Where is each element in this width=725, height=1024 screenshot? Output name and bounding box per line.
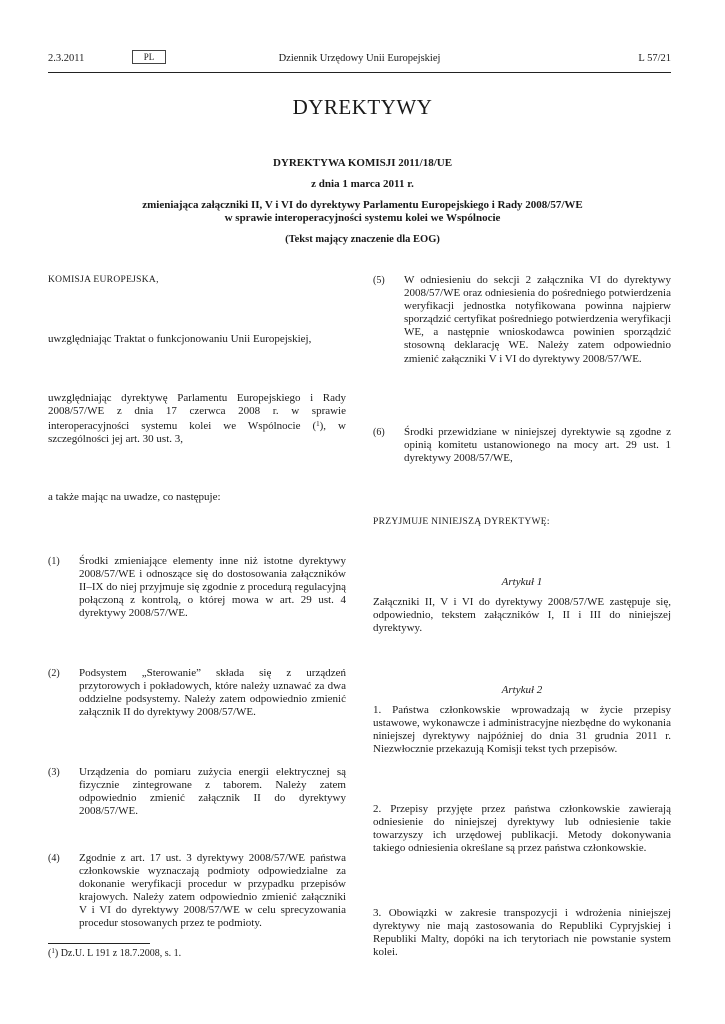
footnote: ($^1$) Dz.U. L 191 z 18.7.2008, s. 1. [48,947,182,959]
citation-treaty: uwzględniając Traktat o funkcjonowaniu Unii Europejskiej, [48,333,312,345]
recital-number: (3) [48,767,60,778]
recital-number: (4) [48,853,60,864]
recital-number: (2) [48,668,60,679]
language-badge: PL [132,50,166,64]
recital-3 [48,766,346,818]
recital-text: Zgodnie z art. 17 ust. 3 dyrektywy 2008/57/WE państwa członkowskie wyznaczają podmioty odpowiedzialne za dokonanie weryfikacji procedur w przypadku przepisów krajowych. Należy zatem odpowiednio zmienić załączniki V i VI do dyrektywy 2008/57/WE w celu sprecyzowania procedur stosowanych przez te podmioty. [79,852,346,930]
recital-number: (6) [373,427,385,438]
article-1-title: Artykuł 1 [501,576,543,588]
journal-title: Dziennik Urzędowy Unii Europejskiej [278,53,441,64]
eea-relevance-note: (Tekst mający znaczenie dla EOG) [285,234,440,245]
footnote-ref: 1 [316,420,320,429]
article-1-text: Załączniki II, V i VI do dyrektywy 2008/57/WE zastępuje się, odpowiednio, tekstem załączników I, II i III do niniejszej dyrektywy. [373,596,671,635]
footnote-text: Dz.U. L 191 z 18.7.2008, s. 1. [60,948,182,959]
recital-text: Urządzenia do pomiaru zużycia energii elektrycznej są fizycznie zintegrowane z taborem. Należy zatem odpowiednio zmienić załącznik II do dyrektywy 2008/57/WE. [79,766,346,818]
directive-name: DYREKTYWA KOMISJI 2011/18/UE [272,157,453,169]
recital-number: (5) [373,275,385,286]
footnote-separator [48,943,150,944]
recital-6 [373,426,671,466]
article-2-paragraph-3: 3. Obowiązki w zakresie transpozycji i wdrożenia niniejszej dyrektywy nie mają zastosowania do Republiki Cypryjskiej i Republiki Malty, dopóki na ich terytoriach nie powstanie system kolei. [373,907,671,959]
article-2-paragraph-2: 2. Przepisy przyjęte przez państwa członkowskie zawierają odniesienie do niniejszej dyrektywy lub odniesienie takie towarzyszy ich urzędowej publikacji. Metody dokonywania takiego odniesienia określane są przez państwa członkowskie. [373,803,671,855]
directive-subject-line2: w sprawie interoperacyjności systemu kolei we Wspólnocie [224,212,501,224]
adoption-clause: PRZYJMUJE NINIEJSZĄ DYREKTYWĘ: [373,517,550,527]
directive-subject-line1: zmieniająca załączniki II, V i VI do dyrektywy Parlamentu Europejskiego i Rady 2008/57/WE [142,199,583,211]
publication-date: 2.3.2011 [48,53,85,64]
whereas-intro: a także mając na uwadze, co następuje: [48,491,221,503]
article-2-paragraph-1: 1. Państwa członkowskie wprowadzają w życie przepisy ustawowe, wykonawcze i administracyjne niezbędne do wykonania niniejszej dyrektywy najpóźniej do dnia 31 grudnia 2011 r. Niezwłocznie przekazują Komisji tekst tych przepisów. [373,704,671,756]
commission-heading: KOMISJA EUROPEJSKA, [48,275,159,285]
citation-directive: uwzględniając dyrektywę Parlamentu Europejskiego i Rady 2008/57/WE z dnia 17 czerwca 2008 r. w sprawie interoperacyjności systemu kolei we Wspólnocie ($^1$), w szczególności jej art. 30 ust. 3, [48,392,346,446]
article-2-title: Artykuł 2 [501,684,543,696]
recital-text: Środki przewidziane w niniejszej dyrektywie są zgodne z opinią komitetu ustanowionego na mocy art. 29 ust. 1 dyrektywy 2008/57/WE, [404,426,671,465]
recital-5 [373,274,671,367]
recital-1 [48,555,346,621]
recital-4 [48,852,346,932]
page-reference: L 57/21 [638,53,671,64]
directive-date: z dnia 1 marca 2011 r. [311,178,414,190]
document-title-block [60,157,665,246]
recital-text: Środki zmieniające elementy inne niż istotne dyrektywy 2008/57/WE i odnoszące się do dostosowania załączników II–IX do niej przyjmuje się zgodnie z procedurą regulacyjną połączoną z kontrolą, o której mowa w art. 29 ust. 4 dyrektywy 2008/57/WE. [79,555,346,620]
recital-2 [48,667,346,720]
page-header [48,50,671,73]
recital-text: Podsystem „Sterowanie” składa się z urządzeń przytorowych i pokładowych, które należy uznawać za dwa oddzielne podsystemy. Należy zatem odpowiednio zmienić załącznik II do dyrektywy 2008/57/WE. [79,667,346,719]
footnote-marker: 1 [51,947,55,955]
recital-number: (1) [48,556,60,567]
section-title: DYREKTYWY [292,95,433,119]
recital-text: W odniesieniu do sekcji 2 załącznika VI do dyrektywy 2008/57/WE oraz odniesienia do pośredniego potwierdzenia weryfikacji jednostka notyfikowana powinna najpierw sporządzić certyfikat pośredniego potwierdzenia weryfikacji WE, a następnie wnioskodawca powinien sporządzić stosowną deklarację WE. Należy zatem odpowiednio zmienić załączniki V i VI do dyrektywy 2008/57/WE. [404,274,671,365]
